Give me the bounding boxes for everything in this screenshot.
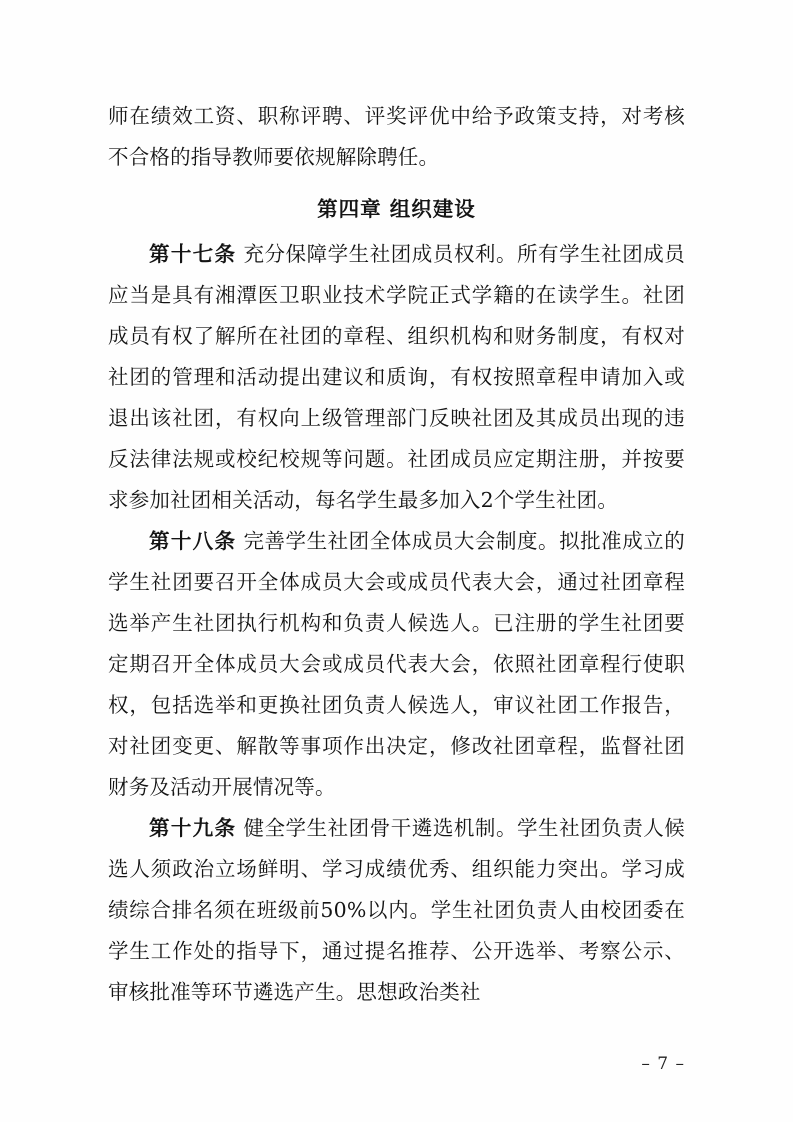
article-label-19: 第十九条 [149,816,237,840]
article-label-17: 第十七条 [149,242,237,266]
heading-spacer [108,178,685,182]
article-text-18: 完善学生社团全体成员大会制度。拟批准成立的学生社团要召开全体成员大会或成员代表大会，通过社团章程选举产生社团执行机构和负责人候选人。已注册的学生社团要定期召开全体成员大会或成员代表大会，依照社团章程行使职权，包括选举和更换社团负责人候选人，审议社团工作报告，对社团变更、解散等事项作出决定，修改社团章程，监督社团财务及活动开展情况等。 [108,529,685,799]
article-paragraph-17 [108,234,685,521]
article-paragraph-19 [108,808,685,1013]
page-number: – 7 – [641,1054,685,1074]
document-body [108,96,685,1013]
paragraph-continued: 师在绩效工资、职称评聘、评奖评优中给予政策支持，对考核不合格的指导教师要依规解除聘任。 [108,104,685,169]
article-paragraph-18 [108,521,685,808]
article-label-18: 第十八条 [149,529,237,553]
article-text-17: 充分保障学生社团成员权利。所有学生社团成员应当是具有湘潭医卫职业技术学院正式学籍的在读学生。社团成员有权了解所在社团的章程、组织机构和财务制度，有权对社团的管理和活动提出建议和质询，有权按照章程申请加入或退出该社团，有权向上级管理部门反映社团及其成员出现的违反法律法规或校纪校规等问题。社团成员应定期注册，并按要求参加社团相关活动，每名学生最多加入2个学生社团。 [108,242,685,512]
article-text-19: 健全学生社团骨干遴选机制。学生社团负责人候选人须政治立场鲜明、学习成绩优秀、组织能力突出。学习成绩综合排名须在班级前50%以内。学生社团负责人由校团委在学生工作处的指导下，通过提名推荐、公开选举、考察公示、审核批准等环节遴选产生。思想政治类社 [108,816,685,1004]
chapter-heading: 第四章 组织建设 [317,197,476,221]
